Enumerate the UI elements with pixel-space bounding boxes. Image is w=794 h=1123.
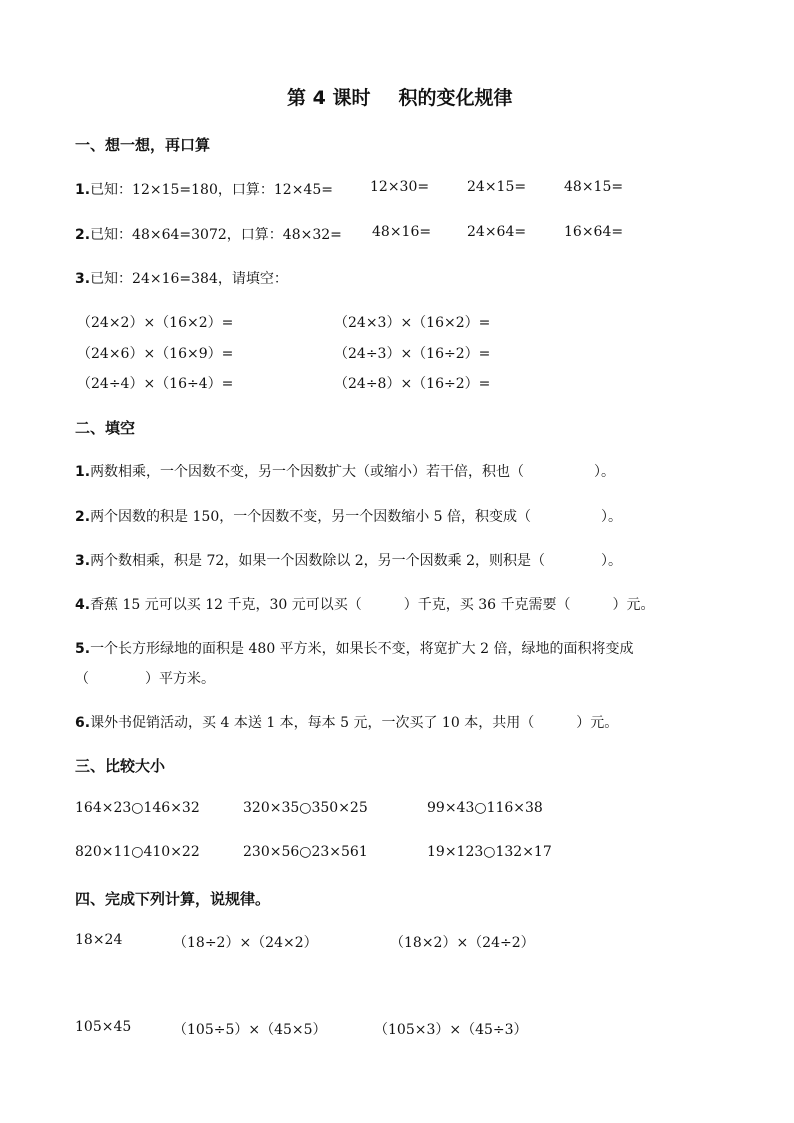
s1-grid-2-1: （24×6）×（16×9）=: [77, 346, 234, 362]
s4-r2-c3: （105×3）×（45÷3）: [374, 1022, 528, 1038]
s2-q5-text: 一个长方形绿地的面积是 480 平方米，如果长不变，将宽扩大 2 倍，绿地的面积将变成: [90, 641, 634, 657]
page-title: [287, 83, 512, 110]
s2-q2-number: 2.: [75, 509, 91, 525]
s1-q2-number: 2.: [75, 227, 91, 243]
s1-q2-a: 48×16=: [372, 224, 432, 240]
s2-q5-continuation: （ ）平方米。: [75, 671, 215, 687]
s3-r1-c2: 320×35○350×25: [243, 800, 368, 816]
s2-q1: [75, 461, 615, 481]
s2-q3-text: 两个数相乘，积是 72，如果一个因数除以 2，另一个因数乘 2，则积是（ ）。: [90, 553, 623, 569]
s4-r2-c2: （105÷5）×（45×5）: [173, 1022, 327, 1038]
s1-q2-text: 已知：48×64=3072，口算：48×32=: [90, 227, 342, 243]
s1-q3: [75, 268, 288, 288]
s1-q1-text: 已知：12×15=180，口算：12×45=: [90, 182, 333, 198]
s1-grid-3-2: （24÷8）×（16÷2）=: [334, 376, 491, 392]
s2-q5-number: 5.: [75, 641, 91, 657]
s3-r2-c2: 230×56○23×561: [243, 844, 368, 860]
s3-r1-c3: 99×43○116×38: [427, 800, 543, 816]
s1-q1-a: 12×30=: [370, 179, 430, 195]
s1-q1-number: 1.: [75, 182, 91, 198]
s1-grid-1-2: （24×3）×（16×2）=: [334, 315, 491, 331]
s2-q4-number: 4.: [75, 597, 91, 613]
s2-q2-text: 两个因数的积是 150，一个因数不变，另一个因数缩小 5 倍，积变成（ ）。: [90, 509, 623, 525]
s3-r2-c1: 820×11○410×22: [75, 844, 200, 860]
s4-r1-c2: （18÷2）×（24×2）: [173, 935, 318, 951]
s3-r2-c3: 19×123○132×17: [427, 844, 552, 860]
section-3-heading: 三、比较大小: [75, 757, 166, 775]
s2-q6-text: 课外书促销活动，买 4 本送 1 本，每本 5 元，一次买了 10 本，共用（ ）元。: [90, 715, 619, 731]
s1-q3-text: 已知：24×16=384，请填空：: [90, 271, 288, 287]
lesson-name: 积的变化规律: [398, 87, 513, 109]
s1-grid-1-1: （24×2）×（16×2）=: [77, 315, 234, 331]
s2-q3: [75, 550, 622, 570]
s2-q6-number: 6.: [75, 715, 91, 731]
s4-r1-c1: 18×24: [75, 932, 123, 948]
s3-r1-c1: 164×23○146×32: [75, 800, 200, 816]
s2-q4: [75, 594, 654, 614]
s4-r1-c3: （18×2）×（24÷2）: [390, 935, 535, 951]
s1-q1-c: 48×15=: [564, 179, 624, 195]
s1-q3-number: 3.: [75, 271, 91, 287]
s2-q6: [75, 712, 618, 732]
s2-q5: [75, 638, 634, 658]
section-1-heading: 一、想一想，再口算: [75, 136, 211, 154]
s2-q1-number: 1.: [75, 464, 91, 480]
s1-q2-c: 16×64=: [564, 224, 624, 240]
s1-q2: [75, 224, 342, 244]
s2-q4-text: 香蕉 15 元可以买 12 千克，30 元可以买（ ）千克，买 36 千克需要（ ）元。: [90, 597, 655, 613]
lesson-number: 第 4 课时: [287, 87, 371, 109]
s1-q1-b: 24×15=: [467, 179, 527, 195]
s1-q1: [75, 179, 333, 199]
s2-q3-number: 3.: [75, 553, 91, 569]
s4-r2-c1: 105×45: [75, 1019, 132, 1035]
s1-q2-b: 24×64=: [467, 224, 527, 240]
s2-q1-text: 两数相乘，一个因数不变，另一个因数扩大（或缩小）若干倍，积也（ ）。: [90, 464, 616, 480]
s1-grid-3-1: （24÷4）×（16÷4）=: [77, 376, 234, 392]
section-4-heading: 四、完成下列计算，说规律。: [75, 890, 271, 908]
section-2-heading: 二、填空: [75, 419, 136, 437]
s2-q2: [75, 506, 622, 526]
s1-grid-2-2: （24÷3）×（16÷2）=: [334, 346, 491, 362]
